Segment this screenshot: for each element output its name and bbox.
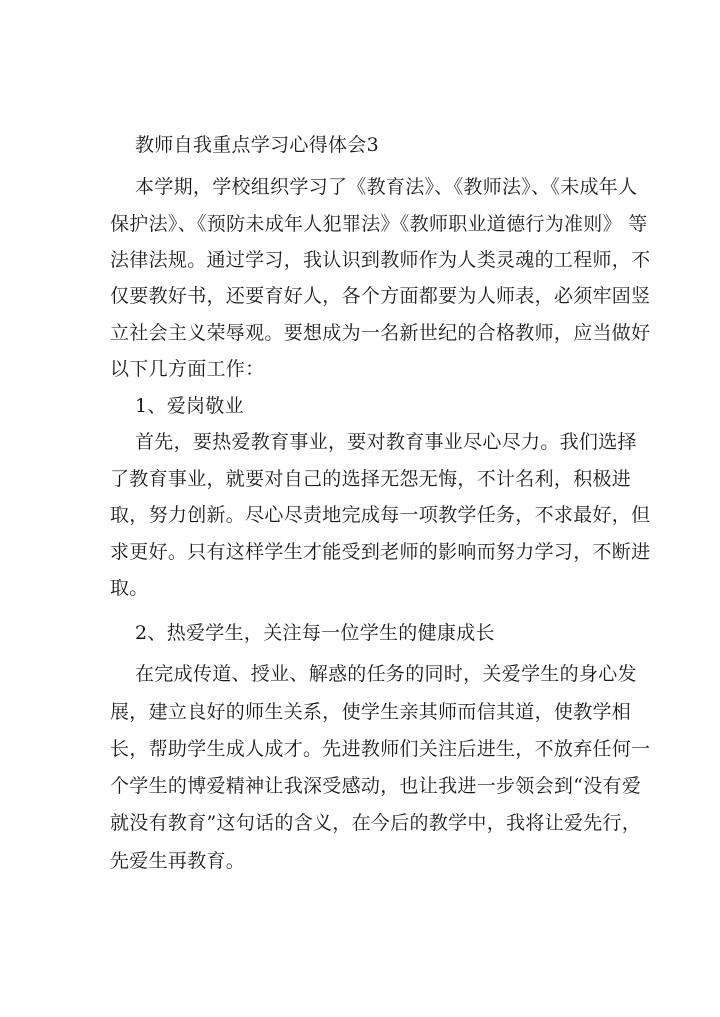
paragraph-line: 本学期，学校组织学习了《教育法》、《教师法》、《未成年人 — [135, 176, 638, 198]
paragraph-line: 先爱生再教育。 — [110, 850, 246, 872]
section-heading: 2、热爱学生，关注每一位学生的健康成长 — [135, 622, 495, 644]
paragraph-line: 取，努力创新。尽心尽责地完成每一项教学任务，不求最好，但 — [110, 504, 651, 526]
paragraph-line: 了教育事业，就要对自己的选择无怨无悔，不计名利，积极进 — [110, 468, 632, 490]
paragraph-line: 在完成传道、授业、解惑的任务的同时，关爱学生的身心发 — [135, 663, 637, 685]
paragraph-line: 保护法》、《预防未成年人犯罪法》《教师职业道德行为准则》 等 — [110, 213, 648, 235]
paragraph-line: 仅要教好书，还要育好人，各个方面都要为人师表，必须牢固竖 — [110, 285, 651, 307]
paragraph-line: 立社会主义荣辱观。要想成为一名新世纪的合格教师，应当做好 — [110, 322, 651, 344]
paragraph-line: 首先，要热爱教育事业，要对教育事业尽心尽力。我们选择 — [135, 431, 637, 453]
paragraph-line: 展，建立良好的师生关系，使学生亲其师而信其道，使教学相 — [110, 701, 632, 723]
paragraph-line: 长，帮助学生成人成才。先进教师们关注后进生，不放弃任何一 — [110, 738, 651, 760]
paragraph-line: 法律法规。通过学习，我认识到教师作为人类灵魂的工程师，不 — [110, 249, 651, 271]
section-heading: 1、爱岗敬业 — [135, 395, 244, 417]
paragraph-line: 个学生的博爱精神让我深受感动，也让我进一步领会到“没有爱 — [110, 775, 642, 797]
paragraph-line: 求更好。只有这样学生才能受到老师的影响而努力学习，不断进 — [110, 541, 651, 563]
document-title: 教师自我重点学习心得体会3 — [135, 134, 379, 156]
paragraph-line: 取。 — [110, 577, 149, 599]
paragraph-line: 就没有教育”这句话的含义，在今后的教学中，我将让爱先行， — [110, 812, 642, 834]
paragraph-line: 以下几方面工作： — [110, 358, 265, 380]
